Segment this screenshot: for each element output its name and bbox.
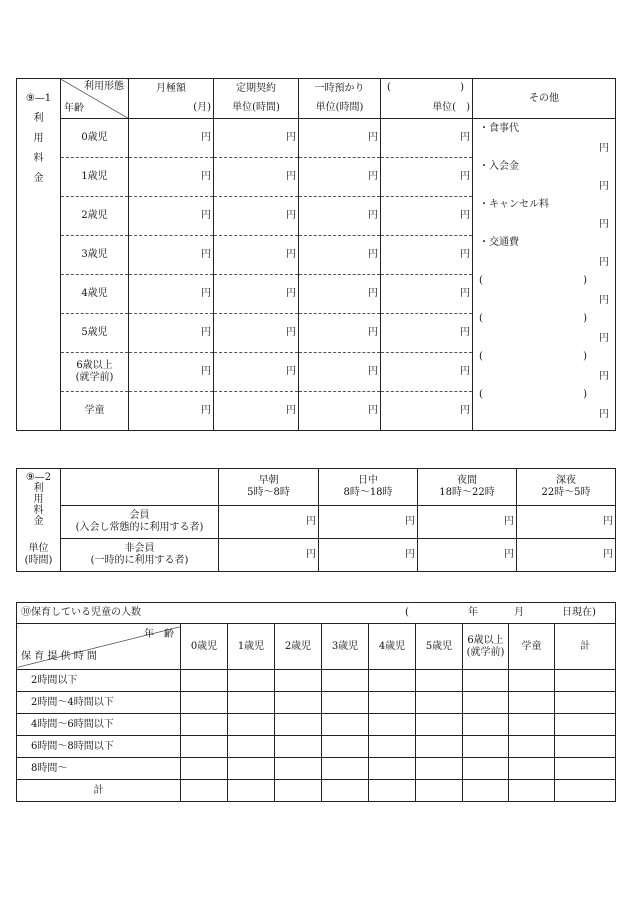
yen-cell[interactable]: 円 (129, 392, 214, 431)
count-cell[interactable] (228, 780, 275, 802)
yen-mark: 円 (599, 333, 609, 344)
yen-cell[interactable]: 円 (129, 275, 214, 314)
yen-cell[interactable]: 円 (214, 158, 299, 197)
yen-cell[interactable]: 円 (299, 158, 381, 197)
count-cell[interactable] (555, 758, 616, 780)
paren-right: ) (583, 313, 587, 324)
count-cell[interactable] (181, 714, 228, 736)
age-cell: 0歳児 (61, 119, 129, 158)
col-blank (381, 79, 473, 99)
yen-cell[interactable]: 円 (129, 236, 214, 275)
monthly-unit: (月) (129, 99, 214, 119)
time-range-label: 4時間～6時間以下 (17, 714, 181, 736)
count-row (17, 714, 616, 736)
age-cell: 5歳児 (61, 314, 129, 353)
time-col-range: 5時～8時 (247, 487, 290, 498)
count-cell[interactable] (463, 714, 509, 736)
section-9-2-label (17, 469, 61, 539)
total-label: 計 (17, 780, 181, 802)
other-item-label: ・キャンセル料 (479, 199, 549, 210)
yen-mark: 円 (599, 295, 609, 306)
blank-unit: 単位( ) (381, 99, 473, 119)
age-col-header: 計 (555, 624, 616, 670)
time-col-name: 深夜 (556, 475, 576, 486)
title-char: 金 (33, 516, 44, 527)
yen-cell[interactable]: 円 (319, 539, 418, 572)
section-10-header (17, 603, 616, 624)
yen-cell[interactable]: 円 (299, 314, 381, 353)
count-cell[interactable] (275, 780, 322, 802)
yen-cell[interactable]: 円 (517, 506, 616, 539)
date-month[interactable]: 月 (514, 607, 524, 618)
time-col-name: 日中 (358, 475, 378, 486)
time-col-range: 22時～5時 (541, 487, 591, 498)
age-col-header: 0歳児 (181, 624, 228, 670)
time-range-label: 8時間～ (17, 758, 181, 780)
yen-mark: 円 (599, 409, 609, 420)
time-range-label: 2時間～4時間以下 (17, 692, 181, 714)
age-col-header: 2歳児 (275, 624, 322, 670)
other-item (477, 199, 611, 237)
age-label: 年齢 (64, 103, 84, 114)
count-cell[interactable] (509, 670, 555, 692)
other-item-label: ・入会金 (479, 161, 519, 172)
time-range-label: 6時間～8時間以下 (17, 736, 181, 758)
fee-table-9-2 (16, 468, 616, 572)
title-char: 金 (33, 173, 44, 184)
other-item (477, 123, 611, 161)
yen-cell[interactable]: 円 (214, 119, 299, 158)
count-cell[interactable] (416, 736, 463, 758)
yen-cell[interactable]: 円 (381, 275, 473, 314)
count-cell[interactable] (463, 692, 509, 714)
unit-label (17, 539, 61, 572)
count-cell[interactable] (416, 758, 463, 780)
time-col-name: 早朝 (258, 475, 279, 486)
age-header-label: 年 齢 (144, 629, 174, 640)
age-col-header: 1歳児 (228, 624, 275, 670)
count-cell[interactable] (228, 714, 275, 736)
count-cell[interactable] (322, 758, 369, 780)
yen-cell[interactable]: 円 (214, 236, 299, 275)
count-cell[interactable] (369, 714, 416, 736)
temp-unit: 単位(時間) (299, 99, 381, 119)
yen-cell[interactable]: 円 (418, 539, 517, 572)
count-cell[interactable] (555, 714, 616, 736)
col-other: その他 (473, 79, 616, 119)
fee-row (17, 119, 616, 158)
member-row (17, 506, 616, 539)
count-cell[interactable] (228, 758, 275, 780)
count-cell[interactable] (322, 670, 369, 692)
other-item-blank[interactable] (477, 275, 611, 313)
date-open: ( (405, 607, 409, 618)
count-cell[interactable] (228, 692, 275, 714)
yen-mark: 円 (599, 181, 609, 192)
other-item-label: ・交通費 (479, 237, 519, 248)
age-cell: 6歳以上 (就学前) (61, 353, 129, 392)
time-col-header (418, 469, 517, 506)
age-col-header: 3歳児 (322, 624, 369, 670)
title-char: 用 (33, 133, 44, 144)
paren-right: ) (460, 82, 464, 93)
date-year[interactable]: 年 (468, 607, 478, 618)
other-fees (473, 119, 616, 431)
time-col-header (517, 469, 616, 506)
children-count-table (16, 602, 616, 802)
yen-cell[interactable]: 円 (214, 275, 299, 314)
paren-right: ) (583, 275, 587, 286)
yen-cell[interactable]: 円 (129, 119, 214, 158)
member-label (61, 506, 219, 539)
count-cell[interactable] (322, 692, 369, 714)
count-cell[interactable] (275, 758, 322, 780)
yen-cell[interactable]: 円 (299, 197, 381, 236)
yen-cell[interactable]: 円 (299, 275, 381, 314)
count-row (17, 736, 616, 758)
blank-header (61, 469, 219, 506)
count-cell[interactable] (509, 692, 555, 714)
yen-cell[interactable]: 円 (319, 506, 418, 539)
age-col-header: 5歳児 (416, 624, 463, 670)
title-char: 利 (33, 483, 44, 494)
count-row (17, 758, 616, 780)
section-id: ⑨—2 (25, 472, 52, 483)
yen-cell[interactable]: 円 (381, 392, 473, 431)
age-cell: 4歳児 (61, 275, 129, 314)
count-cell[interactable] (509, 736, 555, 758)
other-item-blank[interactable] (477, 351, 611, 389)
yen-cell[interactable]: 円 (418, 506, 517, 539)
other-item-label: ・食事代 (479, 123, 519, 134)
count-cell[interactable] (369, 736, 416, 758)
count-cell[interactable] (322, 780, 369, 802)
diagonal-header (61, 79, 129, 119)
member-name: 非会員 (124, 543, 155, 554)
count-cell[interactable] (275, 736, 322, 758)
paren-right: ) (583, 351, 587, 362)
count-cell[interactable] (416, 780, 463, 802)
paren-left: ( (479, 351, 483, 362)
usage-type-label: 利用形態 (84, 81, 124, 92)
paren-left: ( (479, 389, 483, 400)
yen-cell[interactable]: 円 (517, 539, 616, 572)
count-cell[interactable] (555, 692, 616, 714)
yen-cell[interactable]: 円 (381, 236, 473, 275)
other-item (477, 237, 611, 275)
yen-mark: 円 (599, 371, 609, 382)
age-col-header: 6歳以上 (就学前) (463, 624, 509, 670)
section-10-title: ⑩保育している児童の人数 (21, 607, 141, 618)
count-cell[interactable] (228, 670, 275, 692)
age-cell: 1歳児 (61, 158, 129, 197)
col-contract: 定期契約 (214, 79, 299, 99)
time-range-label: 2時間以下 (17, 670, 181, 692)
count-cell[interactable] (228, 736, 275, 758)
yen-cell[interactable]: 円 (381, 119, 473, 158)
count-cell[interactable] (555, 780, 616, 802)
col-monthly: 月極額 (129, 79, 214, 99)
yen-cell[interactable]: 円 (219, 506, 319, 539)
count-cell[interactable] (416, 670, 463, 692)
col-temporary: 一時預かり (299, 79, 381, 99)
yen-cell[interactable]: 円 (299, 236, 381, 275)
count-cell[interactable] (322, 714, 369, 736)
diagonal-header (17, 624, 181, 670)
count-cell[interactable] (555, 670, 616, 692)
yen-cell[interactable]: 円 (129, 197, 214, 236)
section-9-1-label (17, 79, 61, 431)
title-char: 料 (33, 505, 44, 516)
other-item-blank[interactable] (477, 389, 611, 427)
count-cell[interactable] (181, 780, 228, 802)
unit-label-text: 単位 (28, 542, 49, 554)
title-char: 料 (33, 153, 44, 164)
yen-cell[interactable]: 円 (299, 353, 381, 392)
count-cell[interactable] (369, 758, 416, 780)
count-cell[interactable] (555, 736, 616, 758)
yen-cell[interactable]: 円 (381, 158, 473, 197)
total-row (17, 780, 616, 802)
yen-cell[interactable]: 円 (219, 539, 319, 572)
other-item-blank[interactable] (477, 313, 611, 351)
contract-unit: 単位(時間) (214, 99, 299, 119)
age-col-header: 4歳児 (369, 624, 416, 670)
yen-cell[interactable]: 円 (299, 392, 381, 431)
yen-cell[interactable]: 円 (129, 314, 214, 353)
member-name: 会員 (129, 510, 150, 521)
age-cell: 3歳児 (61, 236, 129, 275)
yen-mark: 円 (599, 219, 609, 230)
count-cell[interactable] (416, 714, 463, 736)
age-cell: 学童 (61, 392, 129, 431)
other-item (477, 161, 611, 199)
paren-left: ( (387, 82, 391, 93)
count-cell[interactable] (369, 670, 416, 692)
yen-cell[interactable]: 円 (214, 353, 299, 392)
count-cell[interactable] (275, 714, 322, 736)
fee-table-9-1 (16, 78, 616, 431)
count-cell[interactable] (275, 670, 322, 692)
count-cell[interactable] (181, 670, 228, 692)
title-char: 用 (33, 494, 44, 505)
member-desc: (一時的に利用する者) (90, 555, 189, 566)
yen-mark: 円 (599, 257, 609, 268)
yen-cell[interactable]: 円 (381, 314, 473, 353)
count-row (17, 692, 616, 714)
count-row (17, 670, 616, 692)
title-char: 利 (33, 113, 44, 124)
yen-cell[interactable]: 円 (214, 197, 299, 236)
count-cell[interactable] (463, 758, 509, 780)
count-cell[interactable] (322, 736, 369, 758)
yen-cell[interactable]: 円 (214, 392, 299, 431)
yen-mark: 円 (599, 143, 609, 154)
time-col-name: 夜間 (457, 475, 477, 486)
yen-cell[interactable]: 円 (129, 353, 214, 392)
paren-left: ( (479, 313, 483, 324)
yen-cell[interactable]: 円 (214, 314, 299, 353)
non-member-row (17, 539, 616, 572)
count-cell[interactable] (181, 736, 228, 758)
count-cell[interactable] (509, 780, 555, 802)
yen-cell[interactable]: 円 (299, 119, 381, 158)
age-col-header: 学童 (509, 624, 555, 670)
date-day[interactable]: 日現在) (562, 607, 596, 618)
yen-cell[interactable]: 円 (129, 158, 214, 197)
member-label (61, 539, 219, 572)
time-col-range: 8時～18時 (343, 487, 393, 498)
yen-cell[interactable]: 円 (381, 197, 473, 236)
count-cell[interactable] (463, 736, 509, 758)
member-desc: (入会し常態的に利用する者) (75, 522, 204, 533)
unit-value: (時間) (24, 554, 53, 566)
count-cell[interactable] (463, 670, 509, 692)
count-cell[interactable] (369, 780, 416, 802)
count-cell[interactable] (509, 758, 555, 780)
count-cell[interactable] (463, 780, 509, 802)
yen-cell[interactable]: 円 (381, 353, 473, 392)
time-col-range: 18時～22時 (439, 487, 495, 498)
section-id: ⑨—1 (25, 93, 52, 104)
time-col-header (219, 469, 319, 506)
count-cell[interactable] (509, 714, 555, 736)
age-cell: 2歳児 (61, 197, 129, 236)
count-cell[interactable] (369, 692, 416, 714)
time-header-label: 保 育 提 供 時 間 (21, 651, 97, 662)
paren-left: ( (479, 275, 483, 286)
count-cell[interactable] (181, 692, 228, 714)
count-cell[interactable] (181, 758, 228, 780)
paren-right: ) (583, 389, 587, 400)
time-col-header (319, 469, 418, 506)
count-cell[interactable] (416, 692, 463, 714)
count-cell[interactable] (275, 692, 322, 714)
